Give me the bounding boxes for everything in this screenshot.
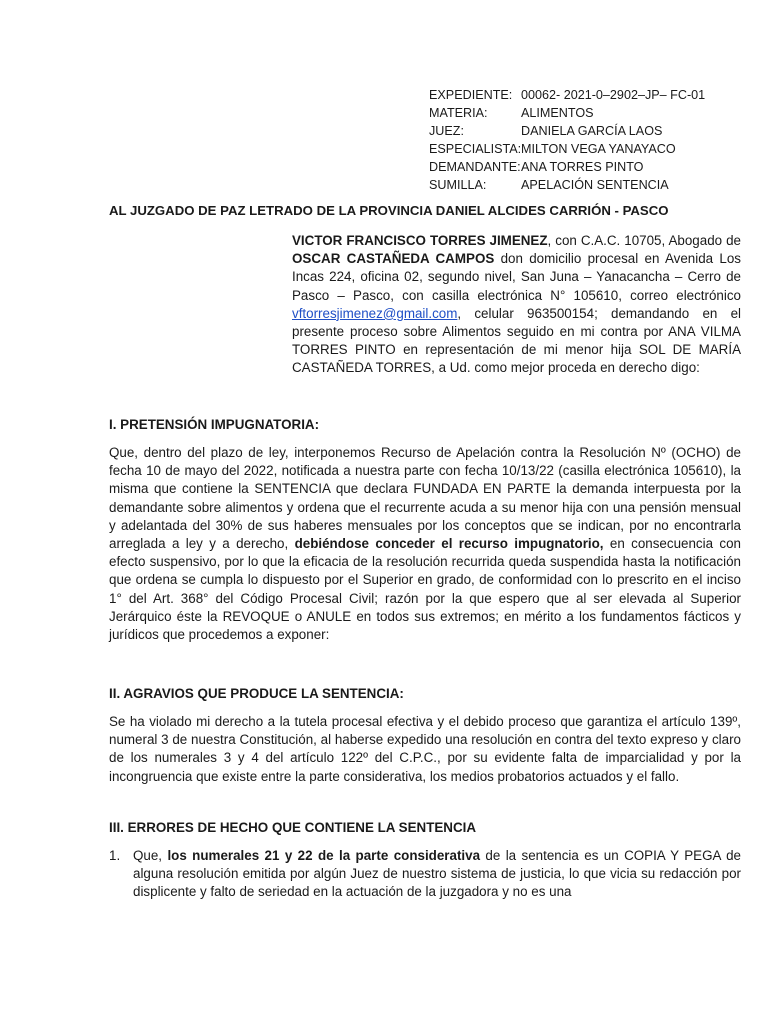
list-number: 1. bbox=[109, 848, 121, 863]
section3-heading: III. ERRORES DE HECHO QUE CONTIENE LA SENTENCIA bbox=[109, 820, 477, 835]
intro-text-3: , celular 963500154; demandando en el presente proceso sobre Alimentos seguido en mi contra por ANA VILMA TORRES PINTO en representación de mi menor hija SOL DE MARÍA CASTAÑEDA TORRES, a Ud. como mejor proceda en derecho digo: bbox=[292, 305, 741, 376]
item-bold: los numerales 21 y 22 de la parte considerativa bbox=[167, 848, 481, 863]
item-text-1: Que, bbox=[133, 848, 168, 863]
section1-text-1: Que, dentro del plazo de ley, interponemos Recurso de Apelación contra la Resolución Nº (OCHO) de fecha 10 de mayo del 2022, notificada a nuestra parte con fecha 10/13/22 (casilla electrónica 105610), la misma que contiene la SENTENCIA que declara FUNDADA EN PARTE la demanda interpuesta por la demandante sobre alimentos y ordena que el recurrente acuda a su menor hija con una pensión mensual y adelantada del 30% de sus haberes mensuales por los conceptos que se indican, por no encontrarla arreglada a ley y a derecho, bbox=[109, 445, 741, 552]
header-row-expediente bbox=[429, 86, 705, 104]
header-value: DANIELA GARCÍA LAOS bbox=[521, 124, 663, 138]
email-link[interactable]: vftorresjimenez@gmail.com bbox=[292, 305, 458, 321]
client-name: OSCAR CASTAÑEDA CAMPOS bbox=[292, 251, 495, 267]
header-value: MILTON VEGA YANAYACO bbox=[521, 142, 676, 156]
header-value: 00062- 2021-0–2902–JP– FC-01 bbox=[521, 88, 706, 102]
header-row-juez bbox=[429, 122, 705, 140]
intro-text-1: , con C.A.C. 10705, Abogado de bbox=[547, 233, 741, 248]
header-label: ESPECIALISTA: bbox=[429, 142, 522, 156]
header-label: EXPEDIENTE: bbox=[429, 88, 513, 102]
section1-bold: debiéndose conceder el recurso impugnatorio, bbox=[294, 536, 604, 552]
header-row-especialista bbox=[429, 140, 705, 158]
court-address: AL JUZGADO DE PAZ LETRADO DE LA PROVINCIA DANIEL ALCIDES CARRIÓN - PASCO bbox=[109, 203, 669, 218]
header-row-demandante bbox=[429, 158, 705, 176]
header-label: JUEZ: bbox=[429, 124, 464, 138]
header-label: DEMANDANTE: bbox=[429, 160, 521, 174]
header-label: SUMILLA: bbox=[429, 178, 487, 192]
header-value: ALIMENTOS bbox=[521, 106, 594, 120]
lawyer-name: VICTOR FRANCISCO TORRES JIMENEZ bbox=[292, 233, 548, 248]
header-row-materia bbox=[429, 104, 705, 122]
intro-paragraph bbox=[292, 232, 741, 378]
header-value: APELACIÓN SENTENCIA bbox=[521, 178, 669, 192]
section1-heading: I. PRETENSIÓN IMPUGNATORIA: bbox=[109, 417, 320, 432]
header-row-sumilla bbox=[429, 176, 705, 194]
case-header bbox=[429, 86, 705, 194]
intro-text-2: don domicilio procesal en Avenida Los Incas 224, oficina 02, segundo nivel, San Juna – Yanacancha – Cerro de Pasco – Pasco, con casilla electrónica N° 105610, correo electrónico bbox=[292, 251, 741, 303]
section1-paragraph bbox=[109, 444, 741, 644]
section2-heading: II. AGRAVIOS QUE PRODUCE LA SENTENCIA: bbox=[109, 686, 404, 701]
section1-text-2: en consecuencia con efecto suspensivo, por lo que la eficacia de la resolución recurrida queda suspendida hasta la notificación que ordena se cumpla lo dispuesto por el Superior en grado, de conformidad con lo prescrito en el inciso 1° del Art. 368° del Código Procesal Civil; razón por la que espero que al ser elevada al Superior Jerárquico éste la REVOQUE o ANULE en todos sus extremos; en mérito a los fundamentos fácticos y jurídicos que procedemos a exponer: bbox=[109, 536, 741, 643]
header-label: MATERIA: bbox=[429, 106, 488, 120]
header-value: ANA TORRES PINTO bbox=[521, 160, 644, 174]
item-text-2: de la sentencia es un COPIA Y PEGA de alguna resolución emitida por algún Juez de nuestro sistema de justicia, lo que vicia su redacción por displicente y falto de seriedad en la actuación de la juzgadora y no es una bbox=[133, 848, 741, 900]
list-item bbox=[133, 847, 741, 902]
section2-paragraph: Se ha violado mi derecho a la tutela procesal efectiva y el debido proceso que garantiza el artículo 139º, numeral 3 de nuestra Constitución, al haberse expedido una resolución en contra del texto expreso y claro de los numerales 3 y 4 del artículo 122º del C.P.C., por su evidente falta de imparcialidad y por la incongruencia que existe entre la parte considerativa, los medios probatorios actuados y el fallo. bbox=[109, 714, 741, 784]
